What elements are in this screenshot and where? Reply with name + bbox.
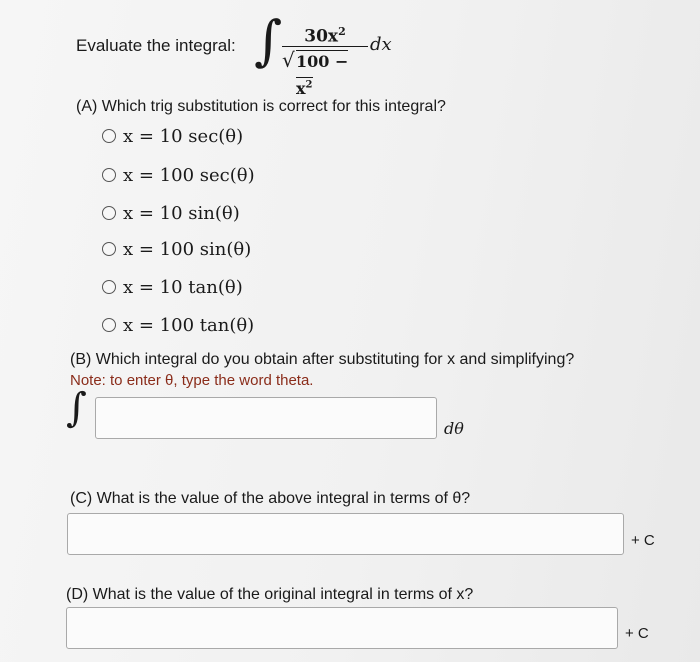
differential: dx [370,34,392,55]
plus-c-label: + C [625,625,649,642]
option-a2[interactable] [102,161,255,189]
option-a1[interactable] [102,122,243,150]
part-d-label: (D) What is the value of the original integral in terms of x? [66,586,474,603]
part-c-label: (C) What is the value of the above integral in terms of θ? [70,490,471,507]
radio-button[interactable] [102,318,116,332]
option-a3[interactable] [102,199,240,227]
option-label: x = 100 sin(θ) [123,238,252,260]
option-label: x = 10 sec(θ) [123,125,244,147]
radio-button[interactable] [102,168,116,182]
dtheta-label: dθ [444,419,464,438]
square-root-icon: √ [282,48,295,72]
part-b-note: Note: to enter θ, type the word theta. [70,372,314,389]
integrand-denominator: √ $100 - x^2$ [282,48,349,99]
part-c-answer-input[interactable] [67,513,624,555]
option-a5[interactable] [102,273,243,301]
integral-symbol: ∫ [66,385,87,431]
integrand-fraction [282,20,368,99]
option-label: x = 100 sec(θ) [123,164,255,186]
radio-button[interactable] [102,242,116,256]
part-a-label: (A) Which trig substitution is correct for this integral? [76,98,446,115]
option-a6[interactable] [102,311,254,339]
option-a4[interactable] [102,235,251,263]
integral-symbol: ∫ [254,9,283,72]
radio-button[interactable] [102,129,116,143]
option-label: x = 100 tan(θ) [123,314,255,336]
radio-button[interactable] [102,280,116,294]
problem-prompt: Evaluate the integral: [76,36,236,55]
integrand-numerator: $30x^2$ [304,25,346,47]
plus-c-label: + C [631,532,655,549]
part-d-answer-input[interactable] [66,607,618,649]
option-label: x = 10 sin(θ) [123,202,240,224]
part-b-answer-input[interactable] [95,397,437,439]
option-label: x = 10 tan(θ) [123,276,243,298]
part-b-label: (B) Which integral do you obtain after substituting for x and simplifying? [70,351,575,368]
radio-button[interactable] [102,206,116,220]
radicand: 100 − x [296,52,349,99]
